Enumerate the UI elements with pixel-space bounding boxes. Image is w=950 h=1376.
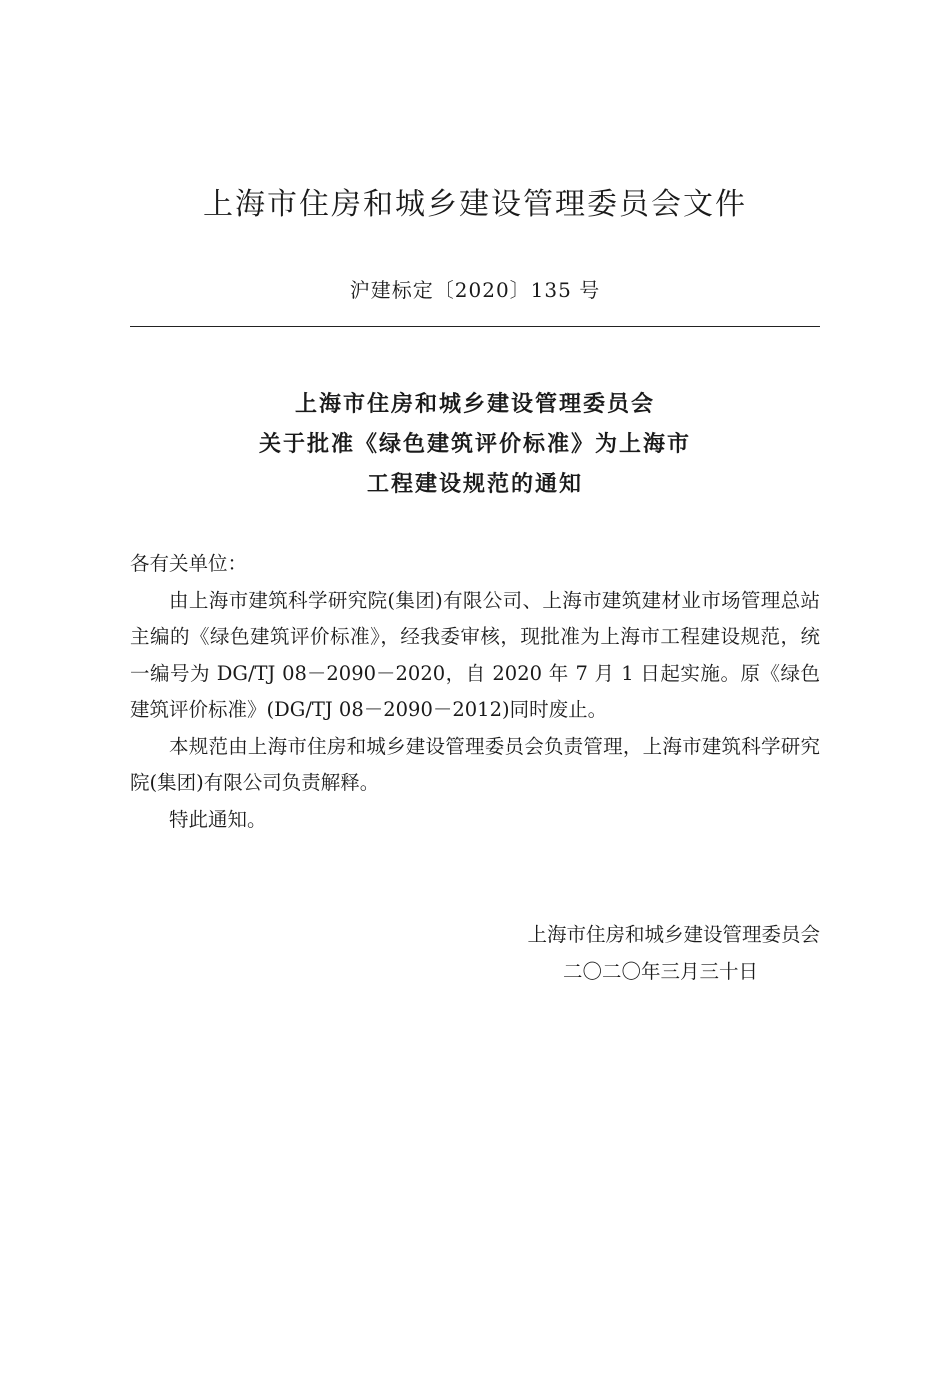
signature-organization: 上海市住房和城乡建设管理委员会: [527, 923, 820, 946]
notice-title: [0, 385, 950, 505]
header-divider: [130, 326, 820, 327]
signature-block: [400, 917, 820, 990]
salutation: 各有关单位：: [130, 552, 248, 575]
issuer-title: 上海市住房和城乡建设管理委员会文件: [203, 187, 747, 222]
paragraph-management: 本规范由上海市住房和城乡建设管理委员会负责管理，上海市建筑科学研究院(集团)有限公司负责解释。: [130, 734, 820, 794]
notice-title-line-3: 工程建设规范的通知: [366, 472, 583, 497]
notice-body: [130, 546, 820, 838]
paragraph-approval: 由上海市建筑科学研究院(集团)有限公司、上海市建筑建材业市场管理总站主编的《绿色建筑评价标准》，经我委审核，现批准为上海市工程建设规范，统一编号为 DG/TJ 08－2090－2020，自 2020 年 7 月 1 日起实施。原《绿色建筑评价标准》(DG/TJ 08－2090－2012)同时废止。: [130, 588, 820, 721]
notice-title-line-1: 上海市住房和城乡建设管理委员会: [294, 392, 655, 417]
notice-title-line-2: 关于批准《绿色建筑评价标准》为上海市: [258, 432, 691, 457]
paragraph-closing: 特此通知。: [169, 807, 267, 831]
signature-date: 二〇二〇年三月三十日: [562, 959, 758, 983]
document-number: 沪建标定〔2020〕135 号: [349, 278, 601, 302]
